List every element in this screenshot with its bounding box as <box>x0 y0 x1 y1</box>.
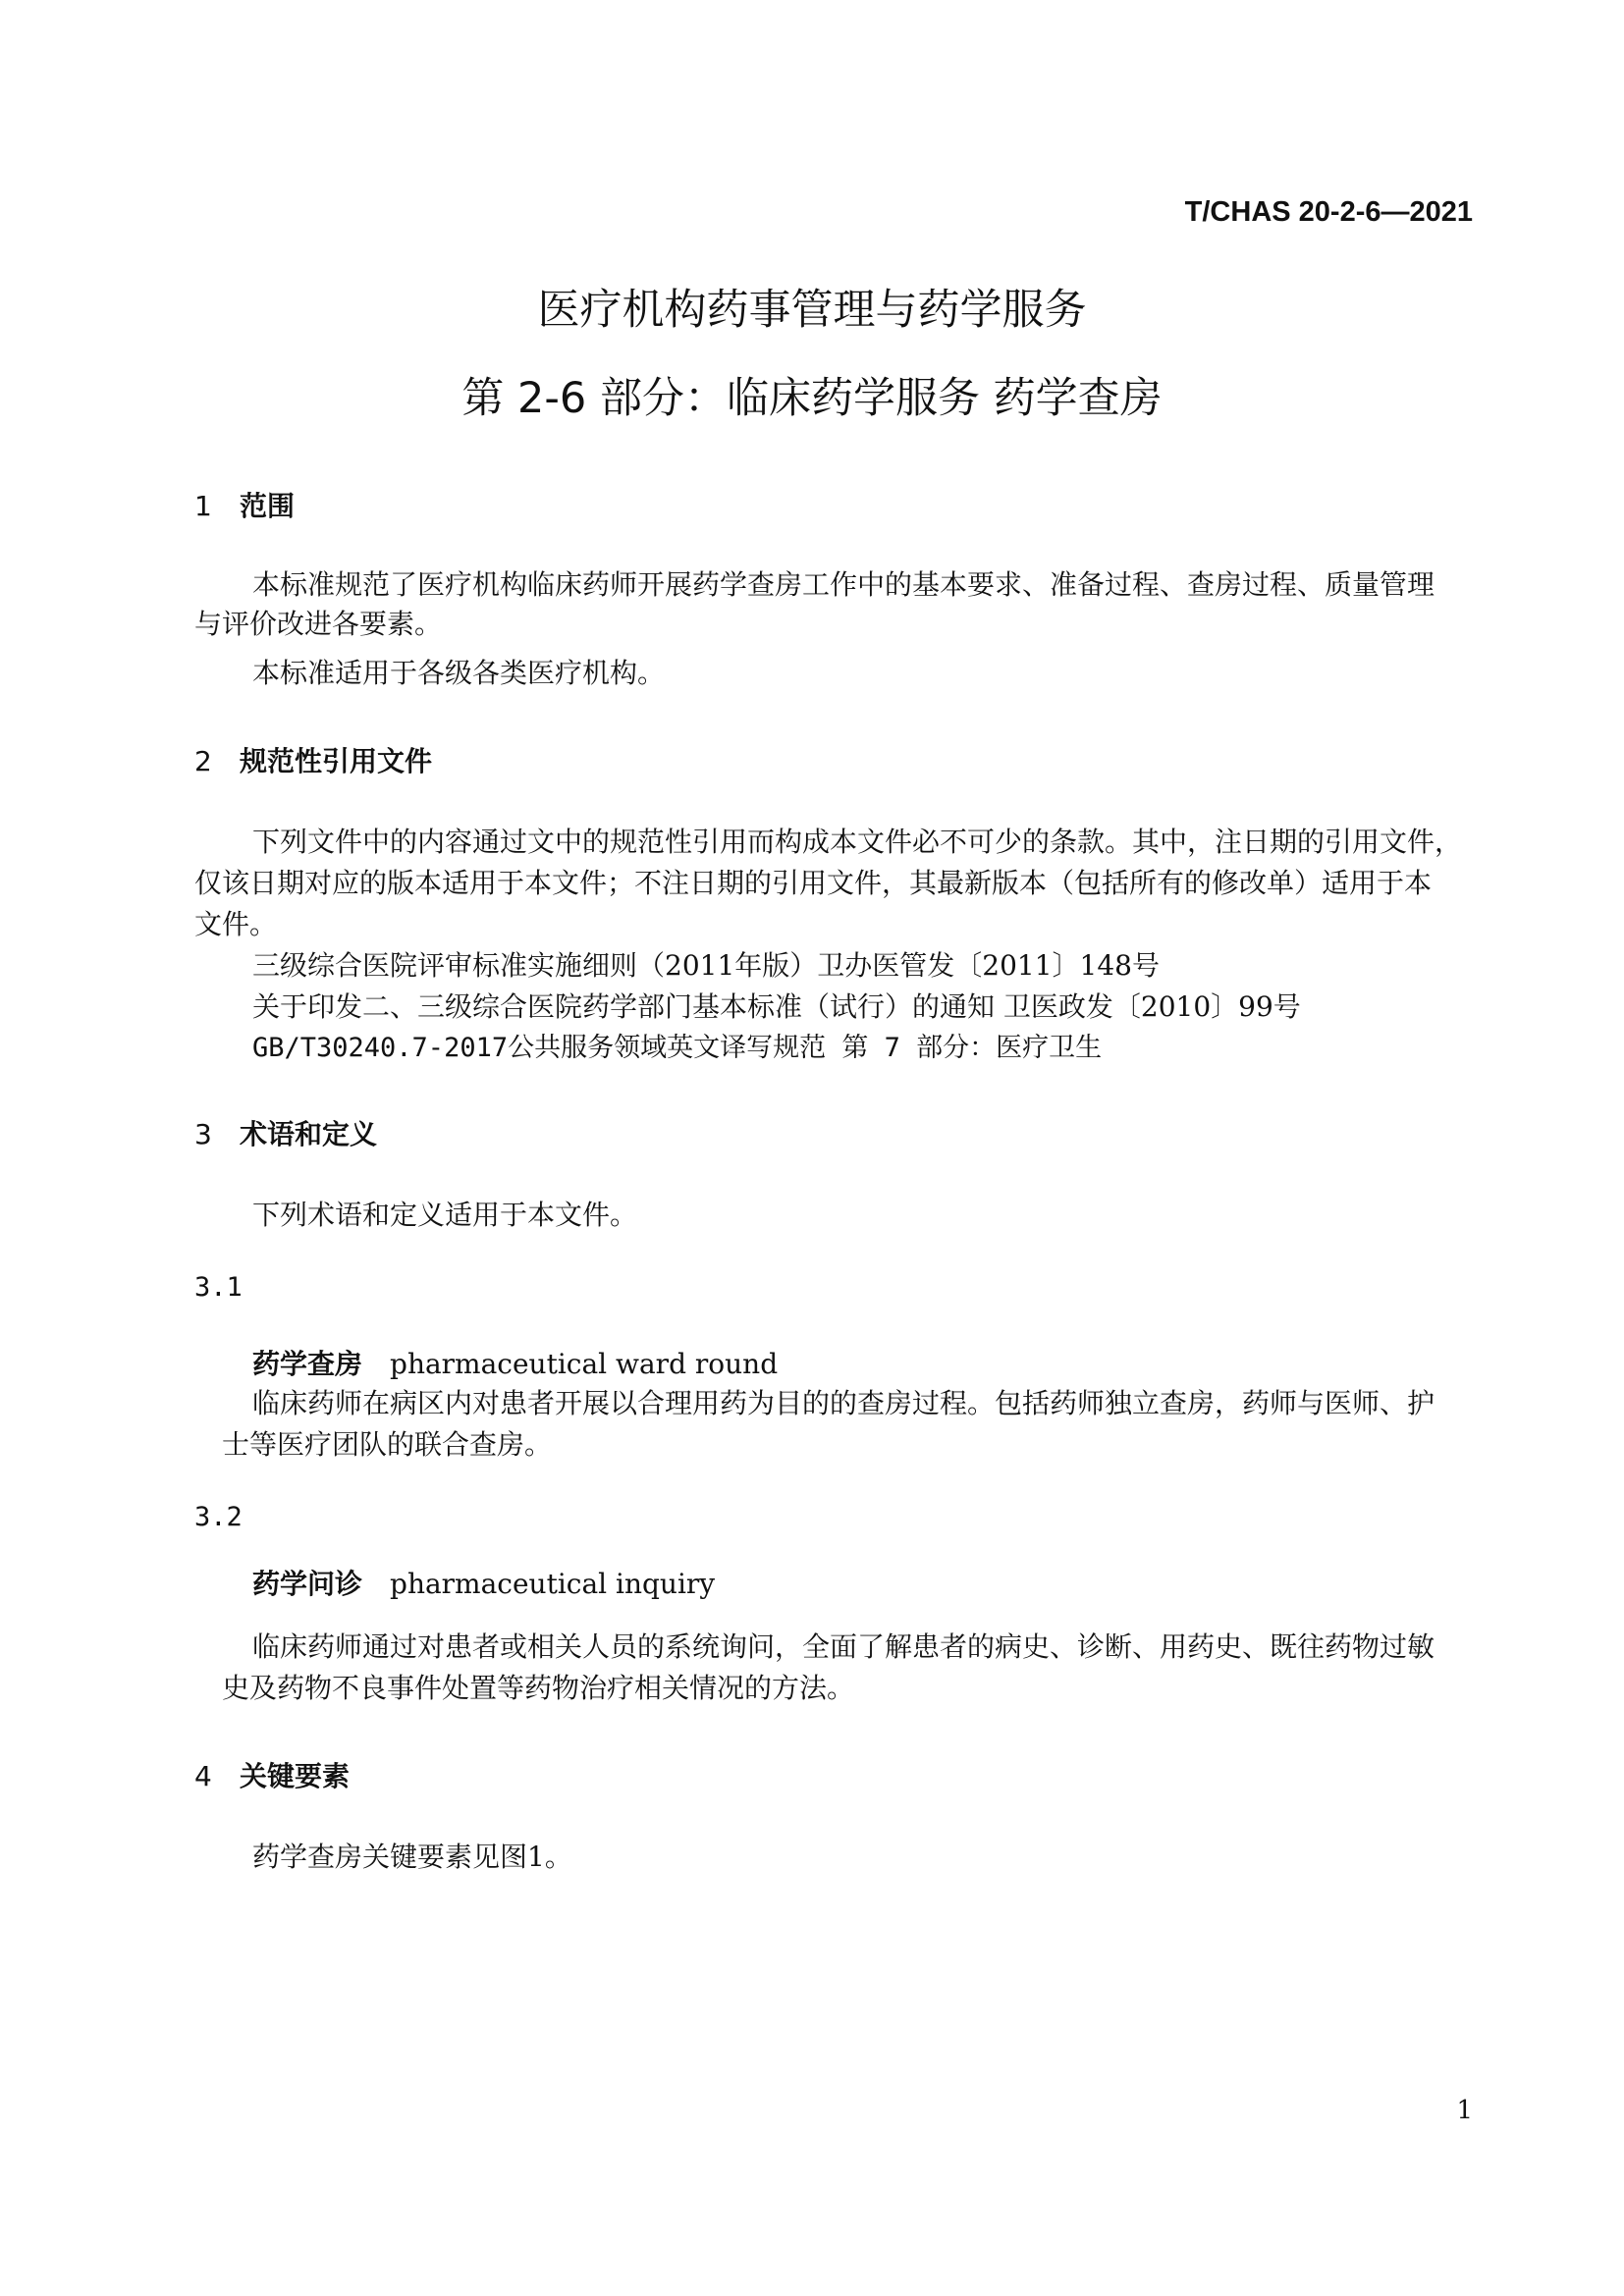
paragraph-line: 与评价改进各要素。 <box>194 608 443 640</box>
clause-number: 3.2 <box>194 1502 243 1532</box>
section-title: 关键要素 <box>240 1760 351 1792</box>
term-english: pharmaceutical inquiry <box>390 1568 716 1600</box>
document-subtitle: 第 2-6 部分：临床药学服务 药学查房 <box>461 374 1163 423</box>
definition-line: 士等医疗团队的联合查房。 <box>222 1428 553 1461</box>
page-number: 1 <box>1456 2096 1473 2125</box>
paragraph-line: 下列文件中的内容通过文中的规范性引用而构成本文件必不可少的条款。其中，注日期的引用文件， <box>252 826 1463 858</box>
term-english: pharmaceutical ward round <box>390 1348 779 1380</box>
term-entry <box>252 1343 778 1382</box>
reference-item: 关于印发二、三级综合医院药学部门基本标准（试行）的通知 卫医政发〔2010〕99号 <box>252 990 1301 1023</box>
section-number: 4 <box>194 1760 212 1792</box>
reference-item: GB/T30240.7-2017公共服务领域英文译写规范 第 7 部分：医疗卫生 <box>252 1033 1103 1063</box>
section-title: 规范性引用文件 <box>240 745 433 777</box>
definition-line: 临床药师在病区内对患者开展以合理用药为目的的查房过程。包括药师独立查房，药师与医师、护 <box>252 1387 1435 1419</box>
document-title: 医疗机构药事管理与药学服务 <box>537 286 1087 335</box>
term-entry <box>252 1563 715 1602</box>
paragraph-line: 药学查房关键要素见图1。 <box>252 1841 572 1873</box>
section-title: 范围 <box>240 490 296 522</box>
section-number: 2 <box>194 745 212 777</box>
paragraph-line: 文件。 <box>194 908 278 940</box>
term-chinese: 药学问诊 <box>252 1568 363 1600</box>
standard-code: T/CHAS 20-2-6—2021 <box>1184 196 1473 228</box>
reference-item: 三级综合医院评审标准实施细则（2011年版）卫办医管发〔2011〕148号 <box>252 949 1160 982</box>
paragraph-line: 本标准规范了医疗机构临床药师开展药学查房工作中的基本要求、准备过程、查房过程、质量管理 <box>252 568 1435 601</box>
section-number: 1 <box>194 490 212 522</box>
term-chinese: 药学查房 <box>252 1348 363 1380</box>
paragraph-line: 下列术语和定义适用于本文件。 <box>252 1199 638 1231</box>
section-number: 3 <box>194 1118 212 1150</box>
paragraph-line: 本标准适用于各级各类医疗机构。 <box>252 657 666 689</box>
section-3-heading <box>194 1113 377 1152</box>
clause-number: 3.1 <box>194 1272 243 1303</box>
definition-line: 临床药师通过对患者或相关人员的系统询问，全面了解患者的病史、诊断、用药史、既往药物过敏 <box>252 1630 1435 1663</box>
paragraph-line: 仅该日期对应的版本适用于本文件；不注日期的引用文件，其最新版本（包括所有的修改单）适用于本 <box>194 867 1433 899</box>
section-title: 术语和定义 <box>240 1118 378 1150</box>
definition-line: 史及药物不良事件处置等药物治疗相关情况的方法。 <box>222 1672 855 1704</box>
section-1-heading <box>194 485 295 524</box>
section-4-heading <box>194 1755 350 1794</box>
section-2-heading <box>194 740 432 779</box>
